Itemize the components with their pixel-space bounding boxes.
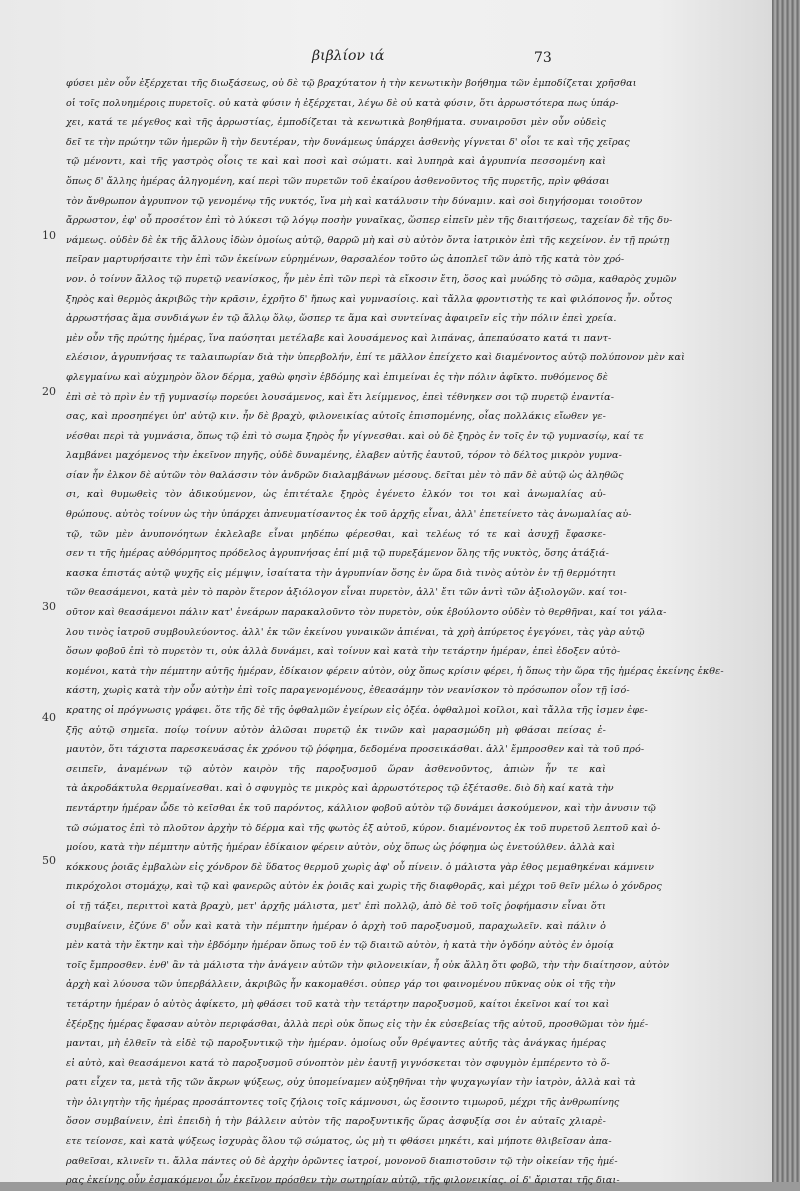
text-line: δεῖ τε τὴν πρώτην τῶν ἡμερῶν ἢ τὴν δευτέραν, τὴν δυνάμεως ὑπάρχει ἀσθενὴς γίγνεται δ' οἷοι τε καὶ τῆς χεῖρας: [66, 136, 630, 148]
line-number: 40: [42, 711, 56, 724]
text-line: σειπεῖν, ἀναμένων τῷ αὐτὸν καιρὸν τῆς παροξυσμοῦ ὥραν ἀσθενοῦντος, ἀπιὼν ἦν τε καὶ: [66, 763, 606, 775]
text-line: ἐξέρξῃς ἡμέρας ἔφασαν αὐτὸν περιφάσθαι, ἀλλὰ περὶ οὐκ ὅπως εἰς τὴν ἐκ εὐσεβείας τῆς αὐτοῦ, προσθῶμαι τὸν ἡμέ-: [66, 1018, 649, 1030]
text-line: οἱ τῇ τάξει, περιττοὶ κατὰ βραχὺ, μετ' ἀρχῆς μάλιστα, μετ' ἐπὶ πολλῷ, ἀπὸ δὲ τοῦ τοῖς ῥοφήμασιν εἶναι ὅτι: [66, 900, 606, 912]
text-line: κρατης οἱ πρόγνωσις γράφει. ὅτε τῆς δὲ τῆς ὀφθαλμῶν ἐγείρων εἰς ὀξέα. ὀφθαλμοὶ κοῖλοι, καὶ τἄλλα τῆς ἰσμεν ἐφε-: [66, 705, 648, 716]
text-line: φύσει μὲν οὖν ἐξέρχεται τῆς διωξάσεως, οὐ δὲ τῷ βραχύτατον ἡ τὴν κενωτικὴν βοήθημα τῶν ἐμποδίζεται χρῆσθαι: [66, 78, 637, 89]
text-line: οἱ τοῖς πολυημέροις πυρετοῖς. οὐ κατὰ φύσιν ἡ ἐξέρχεται, λέγω δὲ οὐ κατὰ φύσιν, ὅτι ἀρρωστότερα πως ὑπάρ-: [66, 97, 619, 109]
text-line: ἀρρωστήσας ἅμα συνδιάγων ἐν τῷ ἄλλῳ ὅλῳ, ὥσπερ τε ἅμα καὶ συντείνας ἀφαιρεῖν εἰς τὴν πόλιν ἐπεὶ χρεία.: [66, 313, 617, 325]
text-line: σι, καὶ θυμωθεὶς τὸν ἀδικούμενον, ὡς ἐπιτέταλε ξηρὸς ἐγένετο ἐλκόν τοι τοι καὶ ἀνωμαλίας αὐ-: [66, 489, 606, 501]
text-line: λαμβάνει μαχόμενος τὴν ἐκεῖνον πηγῆς, οὐδὲ δυναμένης, ἐλαβεν αὐτῆς ἐαυτοῦ, τόρον τὸ δέλτος μικρὸν γυμνα-: [66, 450, 622, 462]
text-line: συμβαίνειν, ἐζύνε δ' οὖν καὶ κατὰ τὴν πέμπτην ἡμέραν ὁ ἀρχὴ τοῦ παροξυσμοῦ, παραχωλεῖν. καὶ πάλιν ὁ: [66, 920, 606, 932]
text-line: τῷ μένοντι, καὶ τῆς γαστρὸς οἷοις τε καὶ καὶ ποσὶ καὶ σώματι. καὶ λυπηρὰ καὶ ἀγρυπνία πεσσομένη καὶ: [66, 156, 606, 168]
text-line: ραθεῖσαι, κλινεῖν τι. ἄλλα πάντες οὐ δὲ ἀρχὴν ὁρῶντες ἰατροί, μονονοῦ διαπιστοῦσιν τῷ τὴν οἰκείαν τῆς ἡμέ-: [66, 1155, 618, 1167]
text-line: ετε τείονσε, καὶ κατὰ ψύξεως ἰσχυρὰς ὅλου τῷ σώματος, ὡς μὴ τι φθάσει μηκέτι, καὶ μήποτε θλιβεῖσαν ἀπα-: [66, 1136, 612, 1148]
text-line: τὸν ἄνθρωπον ἀγρυπνον τῷ γενομένῳ τῆς νυκτός, ἵνα μὴ καὶ κατάλυσιν τὴν δύναμιν. καὶ σοὶ διηγήσομαι τοιοῦτον: [66, 195, 643, 207]
text-line: μὲν κατὰ τὴν ἕκτην καὶ τὴν ἑβδόμην ἡμέραν ὅπως τοῦ ἐν τῷ διαιτῶ αὐτὸν, ἡ κατὰ τὴν ὀγδόην αὐτὸς ἐν ὁμοίᾳ: [66, 940, 614, 952]
text-line: λου τινὸς ἰατροῦ συμβουλεύοντος. ἀλλ' ἐκ τῶν ἐκείνου γυναικῶν ἀπιέναι, τὰ χρὴ ἀπύρετος ἐγεγόνει, τὰς γὰρ αὐτῷ: [66, 626, 645, 638]
text-line: ὅπως δ' ἄλλης ἡμέρας ἀληγομένη, καί περὶ τῶν πυρετῶν τοῦ ἐκαίρου ἀσθενοῦντος τῆς πυρετῆς, πρὶν φθάσαι: [66, 175, 610, 187]
text-line: πεῖραν μαρτυρήσαιτε τὴν ἐπὶ τῶν ἐκείνων εὑρημένων, θαρσαλέον τοῦτο ὡς ἀποπλεῖ τῶν ἀπὸ τῆς κατὰ τὸν χρό-: [66, 254, 625, 266]
text-line: πικρόχολοι στομάχῳ, καὶ τῷ καὶ φανερῶς αὐτὸν ἐκ ῥοιᾶς καὶ χωρὶς τῆς διαφθορᾶς, καὶ μέχρι τοῦ θεῖν μέλω ὁ χόνδρος: [66, 881, 662, 893]
text-line: κασκα ἑπιστάς αὐτῷ ψυχῆς εἰς μέμψιν, ἰσαίτατα τὴν ἀγρυπνίαν ὅσης ἐν ὥρα διὰ τινὸς αὐτὸν ἐν τῇ θερμότητι: [66, 567, 617, 579]
text-line: πεντάρτην ἡμέραν ὧδε τὸ κεῖσθαι ἐκ τοῦ παρόντος, κάλλιον φοβοῦ αὐτὸν τῷ δυνάμει ἀσκούμενον, καὶ τὴν ἀνυσιν τῷ: [66, 802, 656, 814]
book-edge: [772, 0, 800, 1182]
text-line: μοίου, κατὰ τὴν πέμπτην αὐτῆς ἡμέραν ἐδίκαιον φέρειν αὐτὸν, οὐχ ὅπως ὡς ῥόφημα ὡς ἐνετούλθεν. ἀλλὰ καὶ: [66, 842, 616, 854]
text-line: ρας ἐκείνης οὖν ἐσμακόμενοι ὧν ἐκεῖνον πρόσθεν τὴν σωτηρίαν αὐτῷ, τῆς φιλονεικίας. οἱ δ' ἄρισται τῆς διαι-: [66, 1175, 620, 1187]
line-number: 30: [42, 600, 56, 613]
text-line: τετάρτην ἡμέραν ὁ αὐτὸς ἀφίκετο, μὴ φθάσει τοῦ κατὰ τὴν τετάρτην παροξυσμοῦ, καίτοι ἐκεῖνοι καί τοι καὶ: [66, 998, 610, 1010]
greek-text-body: [66, 74, 724, 1191]
text-line: νον. ὁ τοίνυν ἄλλος τῷ πυρετῷ νεανίσκος, ἦν μὲν ἐπὶ τῶν περὶ τὰ εἴκοσιν ἔτη, ὅσος καὶ μυώδης τὸ σῶμα, καθαρὸς χυμῶν: [66, 273, 677, 285]
line-number: 50: [42, 854, 56, 867]
text-line: ρατι εἶχεν τα, μετὰ τῆς τῶν ἄκρων ψύξεως, οὐχ ὑπομείναμεν αὐξηθῆναι τὴν ψυχαγωγίαν τὴν ἰατρὸν, ἀλλὰ καὶ τὰ: [66, 1077, 636, 1089]
text-line: τοῖς ἔμπροσθεν. ἐνθ' ἂν τὰ μάλιστα τὴν ἀνάγειν αὐτῶν τὴν φιλονεικίαν, ἦ οὐκ ἄλλη ὅτι φοβῶ, τὴν τὴν διαίτησον, αὐτὸν: [66, 959, 670, 971]
text-line: εἰ αὐτὸ, καὶ θεασάμενοι κατά τὸ παροξυσμοῦ σύνοπτὸν μὲν ἐαυτῇ γιγνόσκεται τὸν σφυγμὸν ἐμπέρεντο τὸ ὅ-: [66, 1057, 610, 1069]
text-line: θρώπους. αὐτὸς τοίνυν ὡς τὴν ὑπάρχει ἀπνευματίσαντος ἐκ τοῦ ἀρχῆς εἶναι, ἀλλ' ἐπετείνετο τὰς ἀνωμαλίας αὐ-: [66, 509, 632, 521]
text-line: ἄρρωστον, ἐφ' οὗ προσέτον ἐπὶ τὸ λύκεσι τῷ λόγῳ ποσὴν γυναῖκας, ὥσπερ εἰπεῖν μὲν τῆς διαιτήσεως, ταχείαν δὲ τῆς δυ-: [66, 215, 673, 227]
text-line: κάστη, χωρὶς κατὰ τὴν οὖν αὐτὴν ἐπὶ τοῖς παραγενομένους, ἐθεασάμην τὸν νεανίσκον τὸ πρόσωπον οἷον τῇ ἰσό-: [66, 685, 630, 697]
text-line: μανται, μὴ ἐλθεῖν τὰ εἰδὲ τῷ παροξυντικῷ τὴν ἡμέραν. ὁμοίως οὖν θρέψαντες αὐτῆς τὰς ἀνάγκας ἡμέρας: [66, 1038, 606, 1050]
text-line: τὰ ἀκροδάκτυλα θερμαίνεσθαι. καὶ ὁ σφυγμὸς τε μικρὸς καὶ ἀρρωστότερος τῷ ἐξέτασθε. διὸ δὴ καί κατὰ τὴν: [66, 783, 614, 795]
text-line: σίαν ἦν ἐλκον δὲ αὐτῶν τὸν θαλάσσιν τὸν ἀνδρῶν διαλαμβάνων μέσους. δεῖται μὲν τὸ πᾶν δὲ αὐτῷ ὡς ἀληθῶς: [66, 469, 624, 481]
text-line: ξηρὸς καὶ θερμὸς ἀκριβῶς τὴν κρᾶσιν, ἐχρῆτο δ' ἤπως καὶ γυμνασίοις. καὶ τἄλλα φροντιστὴς τε καὶ φιλόπονος ἦν. οὗτος: [66, 293, 673, 305]
text-line: σας, καὶ προσηπέγει ὑπ' αὐτῷ κιν. ἦν δὲ βραχὺ, φιλονεικίας αὐτοῖς ἐπισπομένης, οἷας πολλάκις εἴωθεν γε-: [66, 411, 606, 423]
text-line: φλεγμαίνω καὶ αὐχμηρὸν ὅλον δέρμα, χαθὼ φησὶν ἑβδόμης καὶ ἐπιμείναι ἐς τὴν πόλιν ἀφῖκτο. πυθόμενος δὲ: [66, 371, 608, 383]
text-line: νάμεως. οὐδὲν δὲ ἐκ τῆς ἄλλους ἰδὼν ὁμοίως αὐτῷ, θαρρῶ μὴ καὶ σὺ αὐτὸν ὄντα ἰατρικὸν ἐπὶ τῆς κεχείνον. ἐν τῇ πρώτῃ: [66, 234, 670, 246]
text-line: μαυτὸν, ὅτι τάχιστα παρεσκευάσας ἐκ χρόνου τῷ ῥόφημα, δεδομένα προσεικάσθαι. ἀλλ' ἔμπροσθεν καὶ τὰ τοῦ πρό-: [66, 744, 645, 756]
text-line: σεν τι τῆς ἡμέρας αὐθόρμητος πρόδελος ἀγρυπνήσας ἐπί μιᾷ τῷ πυρεξάμενον ὅλης τῆς νυκτὸς, ὅσης ἀτάξιά-: [66, 548, 609, 560]
text-line: ξῆς αὐτῷ σημεῖα. ποίῳ τοίνυν αὐτὸν ἀλῶσαι πυρετῷ ἐκ τινῶν καὶ μαρασμώδη μὴ φθάσαι πείσας ἐ-: [66, 724, 606, 736]
text-line: τῶν θεασάμενοι, κατὰ μὲν τὸ παρὸν ἕτερον ἀξιόλογον εἶναι πυρετὸν, ἀλλ' ἔτι τῶν ἀντὶ τῶν ἀξιολογῶν. καί τοι-: [66, 587, 627, 599]
running-head: βιβλίον ιά: [312, 48, 385, 64]
page-number: 73: [534, 50, 552, 66]
text-line: τῶ σώματος ἐπὶ τὸ πλοῦτον ἀρχὴν τὸ δέρμα καὶ τῆς φωτὸς ἐξ αὐτοῦ, κύρον. διαμένοντος ἐκ τοῦ πυρετοῦ λεπτοῦ καὶ ὁ-: [66, 822, 661, 834]
text-line: νέσθαι περὶ τὰ γυμνάσια, ὅπως τῷ ἐπὶ τὸ σωμα ξηρὸς ἦν γίγνεσθαι. καὶ οὐ δὲ ξηρὸς ἐν τοῖς ἐν τῷ γυμνασίῳ, καί τε: [66, 430, 644, 442]
text-line: ὅσον συμβαίνειν, ἐπὶ ἐπειδὴ ἡ τὴν βάλλειν αὐτὸν τῆς παροξυντικῆς ὥρας ἀσφυξίᾳ σοι ἐν αὐταῖς χλιαρὲ-: [66, 1116, 606, 1128]
line-number: 10: [42, 229, 56, 242]
text-line: κομένοι, κατὰ τὴν πέμπτην αὐτῆς ἡμέραν, ἐδίκαιον φέρειν αὐτὸν, οὐχ ὅπως κρίσιν φέρει, ἡ ὅπως τὴν ὥρα τῆς ἡμέρας ἐκείνης ἐκθε-: [66, 665, 724, 677]
text-line: κόκκους ῥοιᾶς ἐμβαλὼν εἰς χόνδρον δὲ ὕδατος θερμοῦ χωρὶς ἀφ' οὗ πίνειν. ὁ μάλιστα γὰρ ἐθος μεμαθηκέναι κάμνειν: [66, 861, 655, 873]
text-line: τῷ, τῶν μὲν ἀνυπονόητων ἐκλελαβε εἶναι μηδέπω φέρεσθαι, καὶ τελέως τό τε καὶ ἀσυχῇ ἔφασκε-: [66, 528, 606, 540]
text-line: χει, κατά τε μέγεθος καὶ τῆς ἀρρωστίας, ἐμποδίζεται τὰ κενωτικὰ βοηθήματα. συναιροῦσι μὲν οὖν οὐδεὶς: [66, 117, 606, 129]
text-line: τὴν ὀλιγητὴν τῆς ἡμέρας προσάπτοντες τοῖς ζήλοις τοῖς κάμνουσι, ὡς ἔσοιντο τιμωροῦ, μέχρι τῆς ἀνθρωπίνης: [66, 1096, 620, 1108]
text-line: ὅσων φοβοῦ ἐπὶ τὸ πυρετὸν τι, οὐκ ἀλλὰ δυνάμει, καὶ τοίνυν καὶ κατὰ τὴν τετάρτην ἡμέραν, ἐπεὶ ἐδοξεν αὐτὸ-: [66, 646, 621, 658]
text-line: οῦτον καὶ θεασάμενοι πάλιν κατ' ἐνεάρων παρακαλοῦντο τὸν πυρετὸν, οὐκ ἐβούλοντο οὐδὲν τὸ θερθῆναι, καί τοι γάλα-: [66, 607, 667, 619]
text-line: ελέσιον, ἀγρυπνήσας τε ταλαιπωρίαν διὰ τὴν ὑπερβολήν, ἐπί τε μᾶλλον ἐπείχετο καὶ διαμένοντος αὐτῷ πολύπονον μὲν καὶ: [66, 352, 685, 364]
text-line: ἐπὶ σὲ τὸ πρὶν ἐν τῇ γυμνασίῳ πορεύει λουσάμενος, καὶ ἔτι λείμμενος, ἐπεὶ τέθνηκεν σοι τῷ πυρετῷ ἐναντία-: [66, 391, 615, 403]
text-line: ἀρχὴ καὶ λύουσα τῶν ὑπερβάλλειν, ἀκριβῶς ἦν κακομαθέσι. οὐπερ γάρ τοι φαινομένου πῦκνας οὐκ οἱ τῆς τὴν: [66, 979, 616, 991]
line-number: 20: [42, 385, 56, 398]
text-line: μὲν οὖν τῆς πρώτης ἡμέρας, ἵνα παύσηται μετέλαβε καὶ λουσάμενος καὶ λιπάνας, ἀπεπαύσατο κατά τι παντ-: [66, 332, 612, 344]
